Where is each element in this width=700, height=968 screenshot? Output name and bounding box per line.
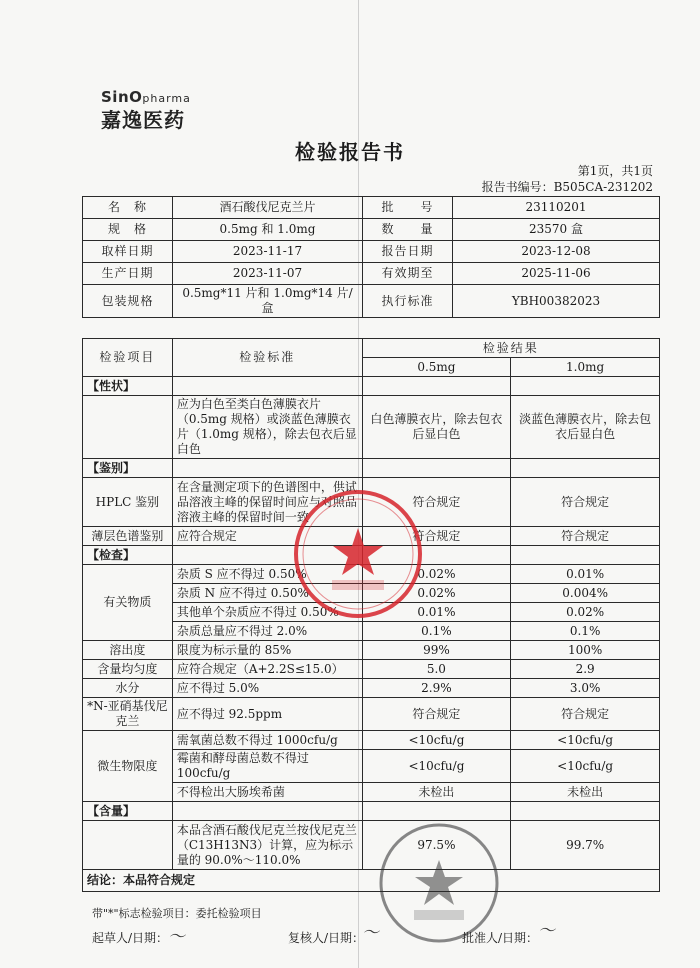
document-title: 检验报告书 <box>295 140 405 164</box>
table-row <box>83 396 660 459</box>
result-cell: 5.0 <box>362 660 511 679</box>
drafter-label: 起草人/日期： <box>92 931 169 945</box>
item-cell: 含量均匀度 <box>83 660 173 679</box>
standard-cell: 杂质 S 应不得过 0.50% <box>172 565 362 584</box>
standard-cell: 应符合规定（A+2.2S≤15.0） <box>172 660 362 679</box>
info-row <box>83 219 660 241</box>
report-number: 报告书编号：B505CA-231202 <box>481 180 653 194</box>
item-cell: 微生物限度 <box>83 731 173 802</box>
result-cell: 符合规定 <box>362 698 511 731</box>
info-label: 执行标准 <box>363 285 453 318</box>
table-row <box>83 698 660 731</box>
info-row <box>83 263 660 285</box>
result-cell: 0.004% <box>511 584 660 603</box>
standard-cell: 其他单个杂质应不得过 0.50% <box>172 603 362 622</box>
product-info-table <box>82 196 660 318</box>
item-cell: 薄层色谱鉴别 <box>83 527 173 546</box>
result-cell: 100% <box>511 641 660 660</box>
info-value: 2023-12-08 <box>453 241 660 263</box>
result-cell: 未检出 <box>511 783 660 802</box>
standard-cell: 应不得过 92.5ppm <box>172 698 362 731</box>
footnote: 带"*"标志检验项目：委托检验项目 <box>92 907 262 920</box>
info-row <box>83 197 660 219</box>
standard-cell: 需氧菌总数不得过 1000cfu/g <box>172 731 362 750</box>
header-row <box>83 339 660 358</box>
standard-cell: 应符合规定 <box>172 527 362 546</box>
result-cell: 2.9% <box>362 679 511 698</box>
info-label: 规 格 <box>83 219 173 241</box>
standard-cell: 应不得过 5.0% <box>172 679 362 698</box>
result-cell: 3.0% <box>511 679 660 698</box>
standard-cell: 本品含酒石酸伐尼克兰按伐尼克兰（C13H13N3）计算，应为标示量的 90.0%～110.0% <box>172 821 362 870</box>
table-row <box>83 821 660 870</box>
table-row <box>83 731 660 750</box>
result-cell: <10cfu/g <box>362 731 511 750</box>
info-value: 酒石酸伐尼克兰片 <box>173 197 363 219</box>
result-cell: 符合规定 <box>511 527 660 546</box>
standard-cell: 限度为标示量的 85% <box>172 641 362 660</box>
reviewer-signature: 〜 <box>362 923 379 943</box>
section-row <box>83 459 660 478</box>
item-cell: HPLC 鉴别 <box>83 478 173 527</box>
info-label: 数 量 <box>363 219 453 241</box>
header-standard: 检验标准 <box>172 339 362 377</box>
header-item: 检验项目 <box>83 339 173 377</box>
result-cell: <10cfu/g <box>511 731 660 750</box>
info-value: YBH00382023 <box>453 285 660 318</box>
standard-cell: 杂质总量应不得过 2.0% <box>172 622 362 641</box>
result-cell: 0.1% <box>511 622 660 641</box>
info-label: 包装规格 <box>83 285 173 318</box>
result-cell: 未检出 <box>362 783 511 802</box>
section-heading: 【鉴别】 <box>83 459 173 478</box>
standard-cell: 在含量测定项下的色谱图中，供试品溶液主峰的保留时间应与对照品溶液主峰的保留时间一致 <box>172 478 362 527</box>
result-cell: 2.9 <box>511 660 660 679</box>
info-label: 取样日期 <box>83 241 173 263</box>
approver-signature: 〜 <box>538 921 555 941</box>
item-cell: 溶出度 <box>83 641 173 660</box>
info-label: 有效期至 <box>363 263 453 285</box>
result-cell: 0.01% <box>362 603 511 622</box>
info-label: 批 号 <box>363 197 453 219</box>
conclusion: 结论：本品符合规定 <box>83 870 660 892</box>
reviewer-label: 复核人/日期： <box>288 931 365 945</box>
standard-cell: 不得检出大肠埃希菌 <box>172 783 362 802</box>
company-logo-cn: 嘉逸医药 <box>101 108 185 132</box>
info-label: 名 称 <box>83 197 173 219</box>
info-row <box>83 285 660 318</box>
standard-cell: 霉菌和酵母菌总数不得过 100cfu/g <box>172 750 362 783</box>
logo-suffix: pharma <box>142 92 191 105</box>
info-value: 0.5mg*11 片和 1.0mg*14 片/盒 <box>173 285 363 318</box>
result-cell: 97.5% <box>362 821 511 870</box>
header-result: 检验结果 <box>362 339 659 358</box>
section-heading: 【性状】 <box>83 377 173 396</box>
standard-cell: 应为白色至类白色薄膜衣片（0.5mg 规格）或淡蓝色薄膜衣片（1.0mg 规格），除去包衣后显白色 <box>172 396 362 459</box>
info-label: 报告日期 <box>363 241 453 263</box>
header-spec-1: 0.5mg <box>362 358 511 377</box>
result-cell: 符合规定 <box>362 527 511 546</box>
result-cell: 白色薄膜衣片，除去包衣后显白色 <box>362 396 511 459</box>
result-cell: 符合规定 <box>511 478 660 527</box>
page-info: 第1页，共1页 <box>577 164 653 178</box>
standard-cell: 杂质 N 应不得过 0.50% <box>172 584 362 603</box>
company-seal-stamp <box>376 820 502 946</box>
info-value: 2023-11-17 <box>173 241 363 263</box>
info-label: 生产日期 <box>83 263 173 285</box>
info-row <box>83 241 660 263</box>
table-row <box>83 679 660 698</box>
section-heading: 【含量】 <box>83 802 173 821</box>
result-cell: 0.02% <box>511 603 660 622</box>
qc-seal-stamp <box>292 488 424 620</box>
section-row <box>83 802 660 821</box>
result-cell: 99% <box>362 641 511 660</box>
section-heading: 【检查】 <box>83 546 173 565</box>
result-cell: 符合规定 <box>511 698 660 731</box>
info-value: 23570 盒 <box>453 219 660 241</box>
drafter-signature: 〜 <box>168 927 185 947</box>
table-row <box>83 641 660 660</box>
result-cell: 淡蓝色薄膜衣片，除去包衣后显白色 <box>511 396 660 459</box>
info-value: 0.5mg 和 1.0mg <box>173 219 363 241</box>
item-cell: 水分 <box>83 679 173 698</box>
section-row <box>83 377 660 396</box>
approver-label: 批准人/日期： <box>462 931 539 945</box>
result-cell: <10cfu/g <box>511 750 660 783</box>
info-value: 2023-11-07 <box>173 263 363 285</box>
table-row <box>83 660 660 679</box>
info-value: 2025-11-06 <box>453 263 660 285</box>
header-spec-2: 1.0mg <box>511 358 660 377</box>
logo-prefix: SinO <box>101 88 143 106</box>
conclusion-row <box>83 870 660 892</box>
item-cell: *N-亚硝基伐尼克兰 <box>83 698 173 731</box>
result-cell: 0.01% <box>511 565 660 584</box>
result-cell: 0.02% <box>362 584 511 603</box>
result-cell: 0.02% <box>362 565 511 584</box>
result-cell: 符合规定 <box>362 478 511 527</box>
info-value: 23110201 <box>453 197 660 219</box>
result-cell: 99.7% <box>511 821 660 870</box>
result-cell: 0.1% <box>362 622 511 641</box>
result-cell: <10cfu/g <box>362 750 511 783</box>
item-cell: 有关物质 <box>83 565 173 641</box>
